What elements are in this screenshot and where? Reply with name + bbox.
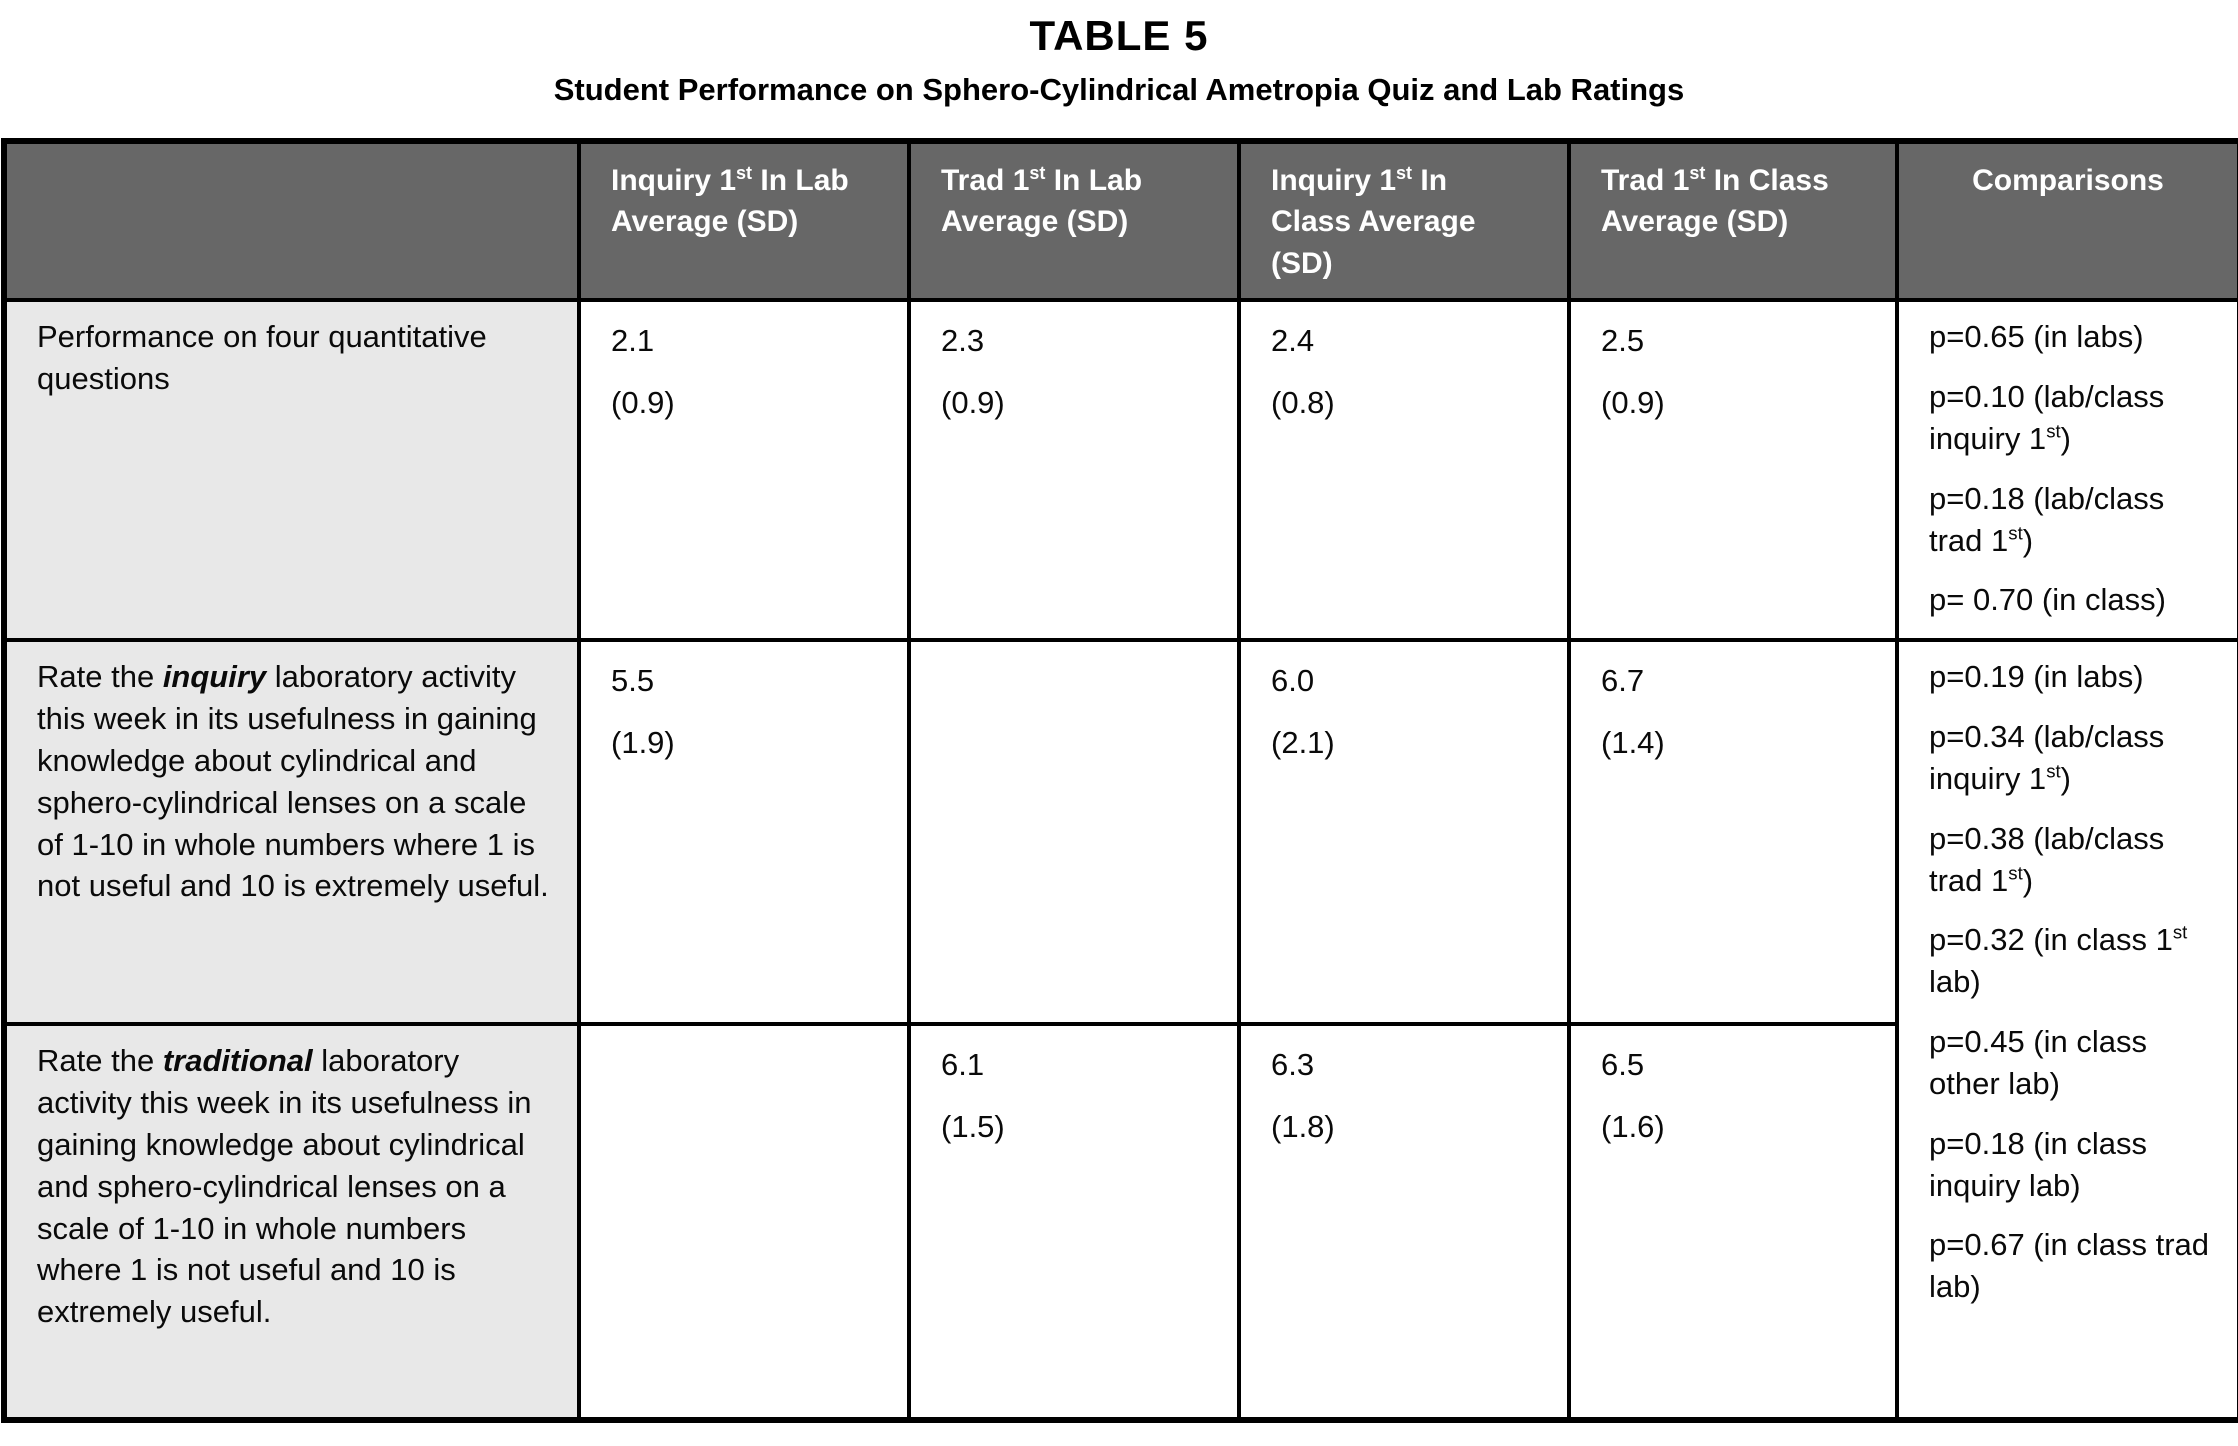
column-header-label bbox=[4, 141, 579, 300]
mean-value: 5.5 bbox=[611, 663, 655, 699]
p-value-line bbox=[1929, 478, 2215, 562]
p-value-line bbox=[1929, 376, 2215, 460]
text-segment: laboratory activity this week in its usefulness in gaining knowledge about cylindrical and sphero-cylindrical lenses on a scale of 1-10 in whole numbers where 1 is not useful and 10 is extremely useful. bbox=[37, 1043, 532, 1330]
text-segment: p=0.45 (in class other lab) bbox=[1929, 1024, 2147, 1101]
comparisons-cell bbox=[1897, 300, 2238, 640]
p-value-line bbox=[1929, 656, 2215, 698]
p-value-line bbox=[1929, 579, 2215, 621]
text-segment: p=0.38 (lab/class trad 1 bbox=[1929, 820, 2165, 898]
table-title: Student Performance on Sphero-Cylindrical Ametropia Quiz and Lab Ratings bbox=[553, 72, 1685, 107]
value-cell-inq_class bbox=[1239, 1024, 1569, 1420]
mean-value: 6.0 bbox=[1271, 663, 1315, 699]
p-value-line bbox=[1929, 1224, 2215, 1308]
text-segment: In Lab Average (SD) bbox=[611, 164, 849, 239]
column-header-comparisons bbox=[1897, 141, 2238, 300]
text-segment: laboratory activity this week in its usefulness in gaining knowledge about cylindrical and sphero-cylindrical lenses on a scale of 1-10 in whole numbers where 1 is not useful and 10 is extremely useful. bbox=[37, 659, 549, 904]
superscript-text: st bbox=[1029, 163, 1046, 183]
mean-value: 2.3 bbox=[941, 323, 985, 359]
column-header-inq_class bbox=[1239, 141, 1569, 300]
sd-value: (0.9) bbox=[1601, 385, 1665, 421]
column-header-trad_lab bbox=[909, 141, 1239, 300]
value-cell-inq_lab bbox=[579, 300, 909, 640]
text-segment: Rate the bbox=[37, 1043, 163, 1079]
value-cell-trad_class bbox=[1569, 1024, 1897, 1420]
text-segment: p=0.32 (in class 1 bbox=[1929, 922, 2173, 958]
text-segment: p=0.18 (in class inquiry lab) bbox=[1929, 1125, 2147, 1203]
text-segment: In Class Average (SD) bbox=[1601, 164, 1829, 239]
sd-value: (1.6) bbox=[1601, 1109, 1665, 1145]
text-segment: ) bbox=[2022, 522, 2034, 558]
text-segment: p=0.65 (in labs) bbox=[1929, 319, 2144, 355]
mean-value: 6.5 bbox=[1601, 1047, 1645, 1083]
row-label-cell bbox=[4, 1024, 579, 1420]
p-value-line bbox=[1929, 919, 2215, 1003]
title-block bbox=[0, 0, 2238, 108]
text-segment: Comparisons bbox=[1972, 164, 2164, 197]
text-segment: Inquiry 1 bbox=[611, 164, 737, 197]
text-segment: In Lab Average (SD) bbox=[941, 164, 1143, 239]
superscript-text: st bbox=[2008, 522, 2023, 544]
superscript-text: st bbox=[736, 163, 753, 183]
value-cell-trad_lab bbox=[909, 640, 1239, 1024]
value-cell-inq_class bbox=[1239, 300, 1569, 640]
emphasis-text: traditional bbox=[162, 1043, 313, 1079]
text-segment: p=0.34 (lab/class inquiry 1 bbox=[1929, 719, 2165, 796]
value-cell-trad_lab bbox=[909, 1024, 1239, 1420]
text-segment: Rate the bbox=[37, 659, 163, 695]
text-segment: p=0.18 (lab/class trad 1 bbox=[1929, 480, 2165, 558]
value-cell-inq_class bbox=[1239, 640, 1569, 1024]
comparisons-cell bbox=[1897, 640, 2238, 1420]
sd-value: (1.8) bbox=[1271, 1109, 1335, 1145]
superscript-text: st bbox=[1396, 163, 1413, 183]
table-row bbox=[4, 640, 2238, 1024]
sd-value: (2.1) bbox=[1271, 725, 1335, 761]
text-segment: p=0.10 (lab/class inquiry 1 bbox=[1929, 379, 2165, 456]
value-cell-trad_class bbox=[1569, 640, 1897, 1024]
mean-value: 6.3 bbox=[1271, 1047, 1315, 1083]
mean-value: 2.1 bbox=[611, 323, 655, 359]
p-value-line bbox=[1929, 1123, 2215, 1207]
mean-value: 6.7 bbox=[1601, 663, 1645, 699]
row-label-cell bbox=[4, 640, 579, 1024]
text-segment: p=0.67 (in class trad lab) bbox=[1929, 1227, 2210, 1305]
superscript-text: st bbox=[2008, 862, 2023, 884]
value-cell-trad_class bbox=[1569, 300, 1897, 640]
text-segment: ) bbox=[2060, 420, 2071, 456]
value-cell-inq_lab bbox=[579, 640, 909, 1024]
sd-value: (1.9) bbox=[611, 725, 675, 761]
value-cell-inq_lab bbox=[579, 1024, 909, 1420]
table-number: TABLE 5 bbox=[1029, 12, 1209, 59]
text-segment: ) bbox=[2022, 862, 2034, 898]
superscript-text: st bbox=[2172, 922, 2188, 944]
mean-value: 2.4 bbox=[1271, 323, 1315, 359]
mean-value: 6.1 bbox=[941, 1047, 985, 1083]
sd-value: (0.9) bbox=[941, 385, 1005, 421]
text-segment: Inquiry 1 bbox=[1271, 164, 1397, 197]
mean-value: 2.5 bbox=[1601, 323, 1645, 359]
sd-value: (0.8) bbox=[1271, 385, 1335, 421]
sd-value: (0.9) bbox=[611, 385, 675, 421]
value-cell-trad_lab bbox=[909, 300, 1239, 640]
p-value-line bbox=[1929, 316, 2215, 358]
text-segment: In Class Average (SD) bbox=[1271, 164, 1476, 280]
sd-value: (1.5) bbox=[941, 1109, 1005, 1145]
p-value-line bbox=[1929, 818, 2215, 902]
text-segment: p= 0.70 (in class) bbox=[1929, 582, 2166, 618]
emphasis-text: inquiry bbox=[162, 659, 267, 695]
p-value-line bbox=[1929, 1021, 2215, 1105]
column-header-trad_class bbox=[1569, 141, 1897, 300]
text-segment: Trad 1 bbox=[941, 164, 1030, 197]
sd-value: (1.4) bbox=[1601, 725, 1665, 761]
superscript-text: st bbox=[2046, 760, 2061, 782]
results-table bbox=[1, 138, 2238, 1423]
header-row bbox=[4, 141, 2238, 300]
column-header-inq_lab bbox=[579, 141, 909, 300]
text-segment: ) bbox=[2060, 760, 2071, 796]
p-value-line bbox=[1929, 716, 2215, 800]
text-segment: lab) bbox=[1929, 964, 1981, 1000]
table-row bbox=[4, 300, 2238, 640]
text-segment: Performance on four quantitative questions bbox=[37, 319, 487, 397]
superscript-text: st bbox=[2046, 420, 2061, 442]
row-label-cell bbox=[4, 300, 579, 640]
text-segment: p=0.19 (in labs) bbox=[1929, 659, 2144, 695]
text-segment: Trad 1 bbox=[1601, 164, 1690, 197]
superscript-text: st bbox=[1689, 163, 1706, 183]
